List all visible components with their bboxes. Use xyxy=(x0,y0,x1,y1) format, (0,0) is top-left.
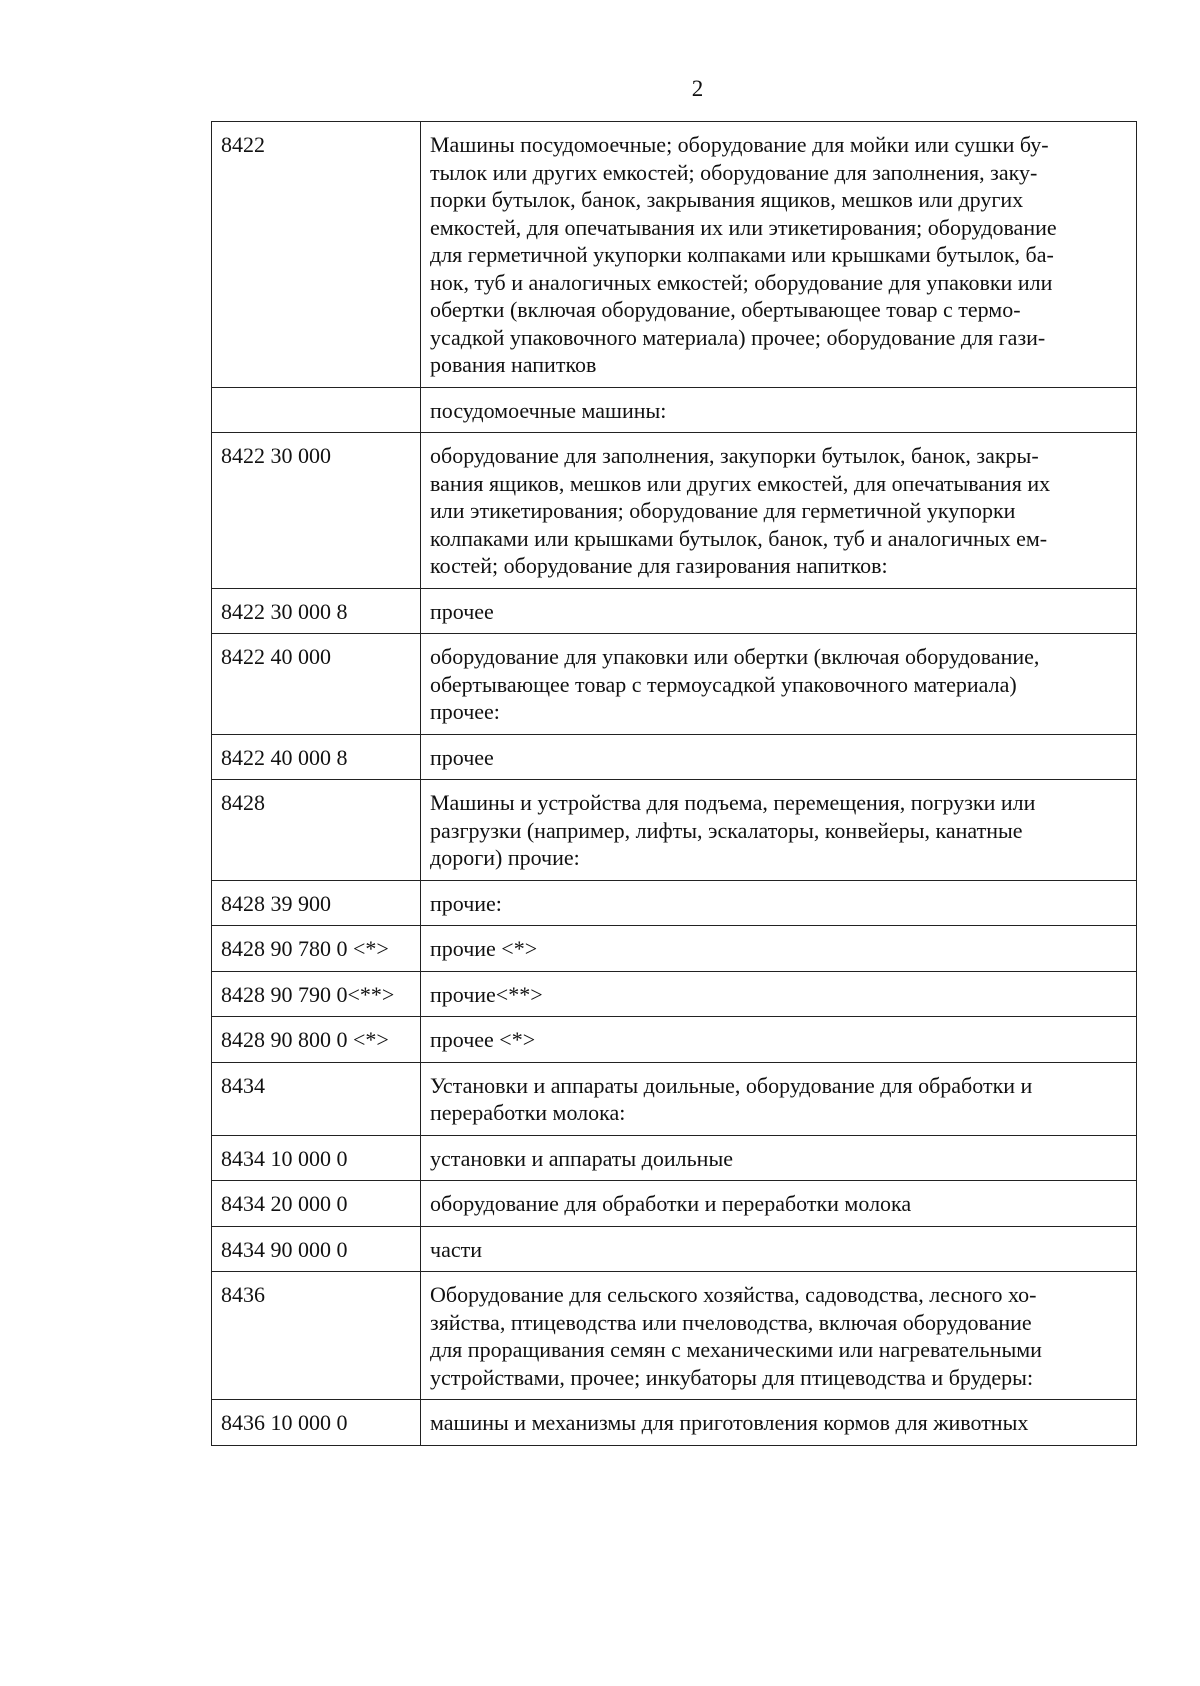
description-cell: прочие <*> xyxy=(421,926,1137,972)
table-body xyxy=(212,122,1137,1446)
table-row xyxy=(212,588,1137,634)
table-row xyxy=(212,1181,1137,1227)
table-row xyxy=(212,387,1137,433)
code-cell: 8434 xyxy=(212,1062,421,1135)
table-row xyxy=(212,122,1137,388)
table-row xyxy=(212,734,1137,780)
table-row xyxy=(212,926,1137,972)
code-cell: 8422 30 000 8 xyxy=(212,588,421,634)
description-cell: оборудование для упаковки или обертки (включая оборудование, обертывающее товар с термоусадкой упаковочного материала) прочее: xyxy=(421,634,1137,735)
table-row xyxy=(212,634,1137,735)
description-cell: установки и аппараты доильные xyxy=(421,1135,1137,1181)
description-cell: оборудование для заполнения, закупорки бутылок, банок, закры- вания ящиков, мешков или других емкостей, для опечатывания их или этикетирования; оборудование для герметичной укупорки колпаками или крышками бутылок, банок, туб и аналогичных ем- костей; оборудование для газирования напитков: xyxy=(421,433,1137,589)
code-cell xyxy=(212,387,421,433)
description-cell: Установки и аппараты доильные, оборудование для обработки и переработки молока: xyxy=(421,1062,1137,1135)
description-cell: посудомоечные машины: xyxy=(421,387,1137,433)
table-row xyxy=(212,1226,1137,1272)
code-cell: 8434 20 000 0 xyxy=(212,1181,421,1227)
page-number: 2 xyxy=(691,76,704,101)
code-cell: 8422 xyxy=(212,122,421,388)
code-cell: 8428 90 780 0 <*> xyxy=(212,926,421,972)
code-cell: 8434 10 000 0 xyxy=(212,1135,421,1181)
table-row xyxy=(212,971,1137,1017)
code-cell: 8428 39 900 xyxy=(212,880,421,926)
description-cell: Машины посудомоечные; оборудование для мойки или сушки бу- тылок или других емкостей; оборудование для заполнения, заку- порки бутылок, банок, закрывания ящиков, мешков или других емкостей, для опечатывания их или этикетирования; оборудование для герметичной укупорки колпаками или крышками бутылок, ба- нок, туб и аналогичных емкостей; оборудование для упаковки или обертки (включая оборудование, обертывающее товар с термо- усадкой упаковочного материала) прочее; оборудование для гази- рования напитков xyxy=(421,122,1137,388)
description-cell: машины и механизмы для приготовления кормов для животных xyxy=(421,1400,1137,1446)
description-cell: прочее <*> xyxy=(421,1017,1137,1063)
code-cell: 8428 90 790 0<**> xyxy=(212,971,421,1017)
description-cell: Оборудование для сельского хозяйства, садоводства, лесного хо- зяйства, птицеводства или пчеловодства, включая оборудование для проращивания семян с механическими или нагревательными устройствами, прочее; инкубаторы для птицеводства и брудеры: xyxy=(421,1272,1137,1400)
table-row xyxy=(212,1400,1137,1446)
description-cell: части xyxy=(421,1226,1137,1272)
table-row xyxy=(212,880,1137,926)
code-cell: 8428 xyxy=(212,780,421,881)
table-row xyxy=(212,1135,1137,1181)
code-cell: 8422 40 000 xyxy=(212,634,421,735)
table-row xyxy=(212,780,1137,881)
description-cell: прочее xyxy=(421,588,1137,634)
code-cell: 8422 30 000 xyxy=(212,433,421,589)
code-cell: 8422 40 000 8 xyxy=(212,734,421,780)
code-cell: 8434 90 000 0 xyxy=(212,1226,421,1272)
description-cell: прочие<**> xyxy=(421,971,1137,1017)
description-cell: оборудование для обработки и переработки молока xyxy=(421,1181,1137,1227)
table-row xyxy=(212,433,1137,589)
table-row xyxy=(212,1062,1137,1135)
code-cell: 8428 90 800 0 <*> xyxy=(212,1017,421,1063)
description-cell: прочие: xyxy=(421,880,1137,926)
table-row xyxy=(212,1017,1137,1063)
description-cell: прочее xyxy=(421,734,1137,780)
tariff-code-table xyxy=(211,121,1137,1446)
code-cell: 8436 xyxy=(212,1272,421,1400)
code-cell: 8436 10 000 0 xyxy=(212,1400,421,1446)
table-row xyxy=(212,1272,1137,1400)
description-cell: Машины и устройства для подъема, перемещения, погрузки или разгрузки (например, лифты, эскалаторы, конвейеры, канатные дороги) прочие: xyxy=(421,780,1137,881)
